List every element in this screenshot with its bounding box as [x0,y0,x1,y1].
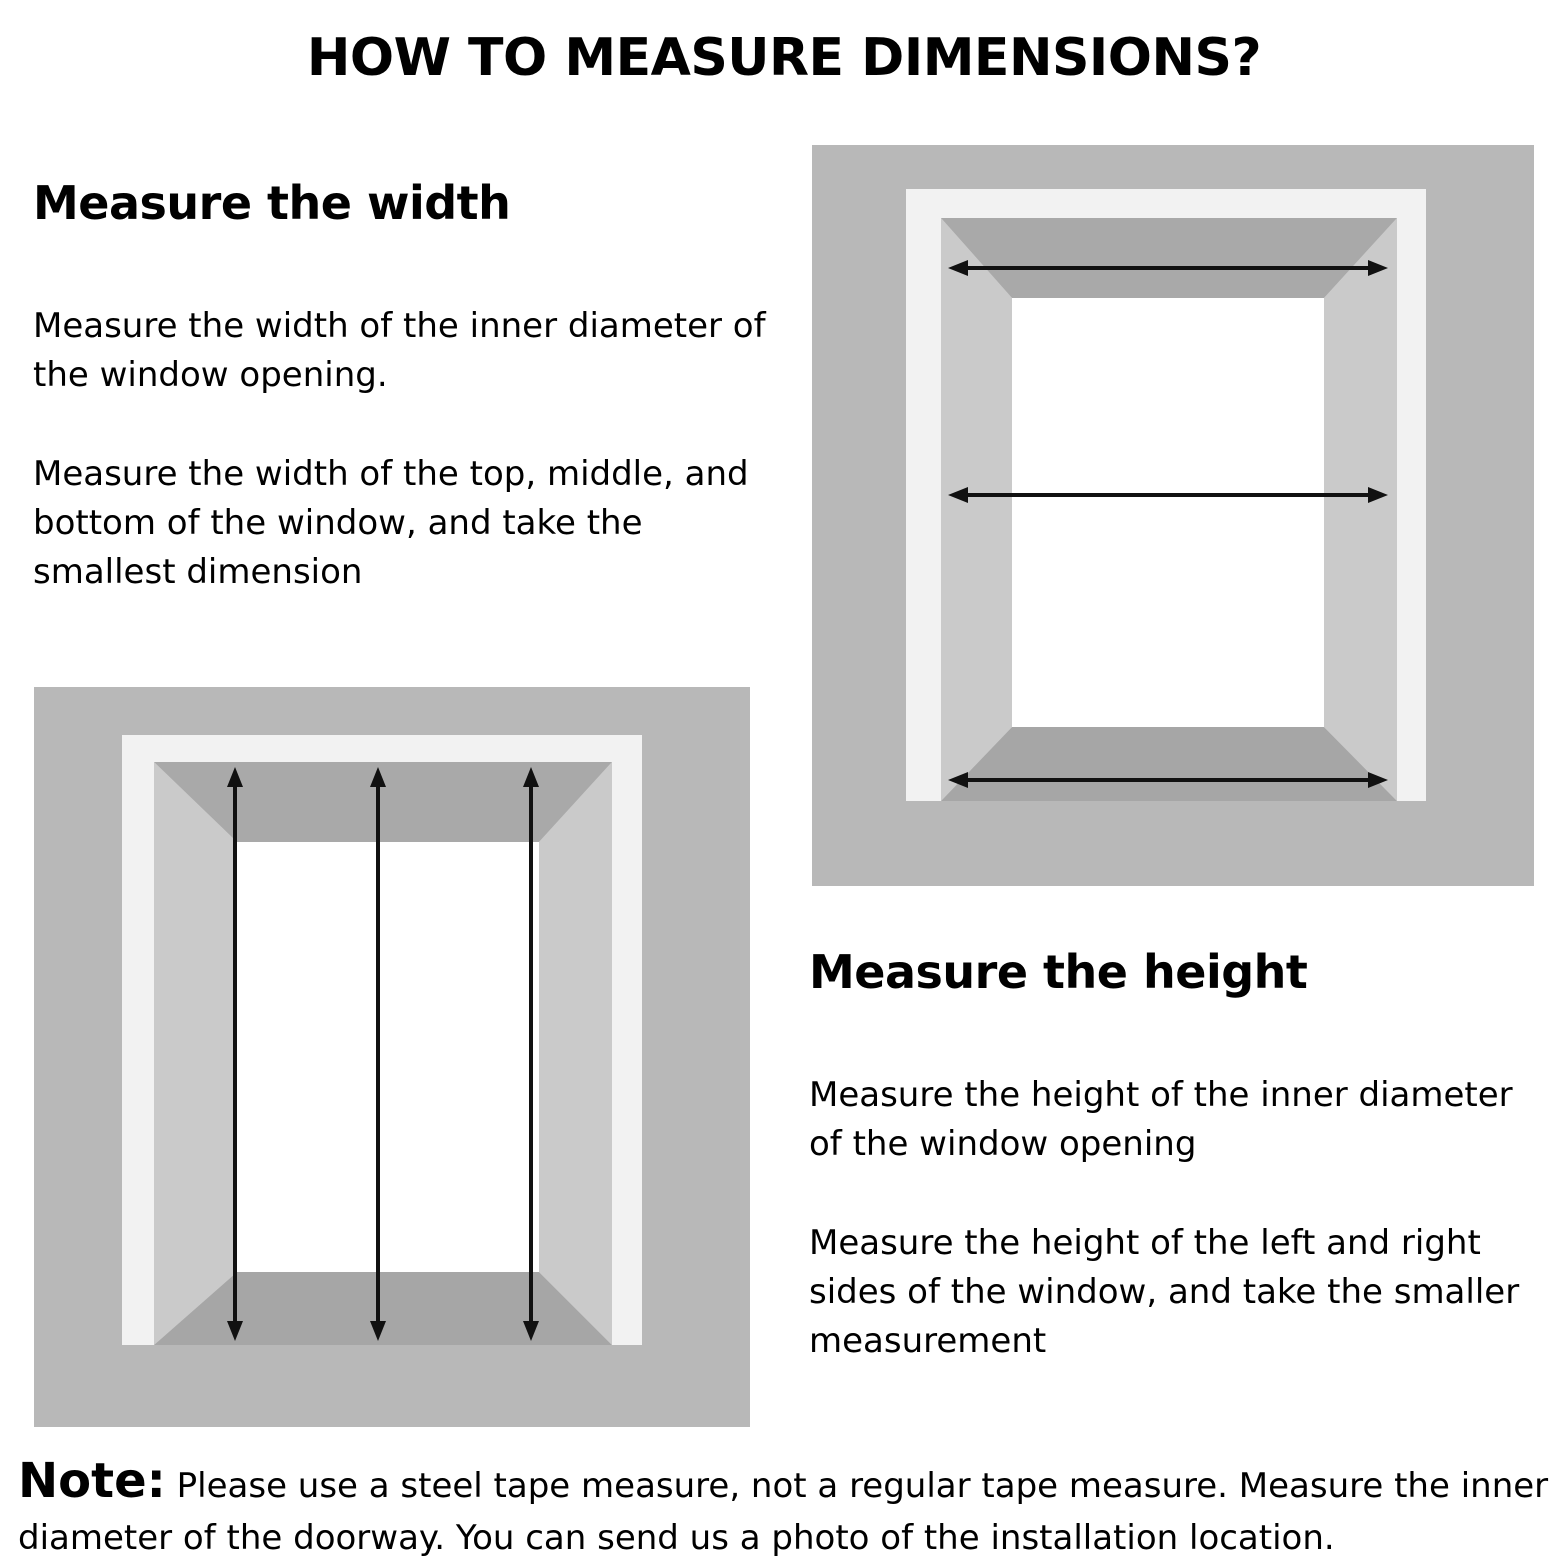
height-paragraph-1: Measure the height of the inner diameter of the window opening [809,1075,1513,1164]
left-reveal [154,762,237,1345]
window-opening [237,842,539,1272]
width-heading: Measure the width [33,176,511,230]
width-paragraph-2: Measure the width of the top, middle, and bottom of the window, and take the smallest dimension [33,454,749,592]
height-measurement-diagram [34,687,750,1427]
top-reveal [941,218,1397,298]
left-reveal [941,218,1012,801]
note-label: Note: [18,1453,166,1509]
bottom-reveal [941,727,1397,801]
height-heading: Measure the height [809,945,1308,999]
note [18,1455,1563,1564]
page-title: HOW TO MEASURE DIMENSIONS? [306,28,1262,88]
height-paragraph-2: Measure the height of the left and right sides of the window, and take the smaller measurement [809,1223,1520,1361]
right-reveal [1324,218,1397,801]
right-reveal [539,762,612,1345]
width-measurement-diagram [812,145,1534,886]
window-opening [1012,298,1324,727]
note-text: Please use a steel tape measure, not a regular tape measure. Measure the inner diameter of the doorway. You can send us a photo of the installation location. [18,1466,1549,1558]
width-paragraph-1: Measure the width of the inner diameter of the window opening. [33,306,766,395]
